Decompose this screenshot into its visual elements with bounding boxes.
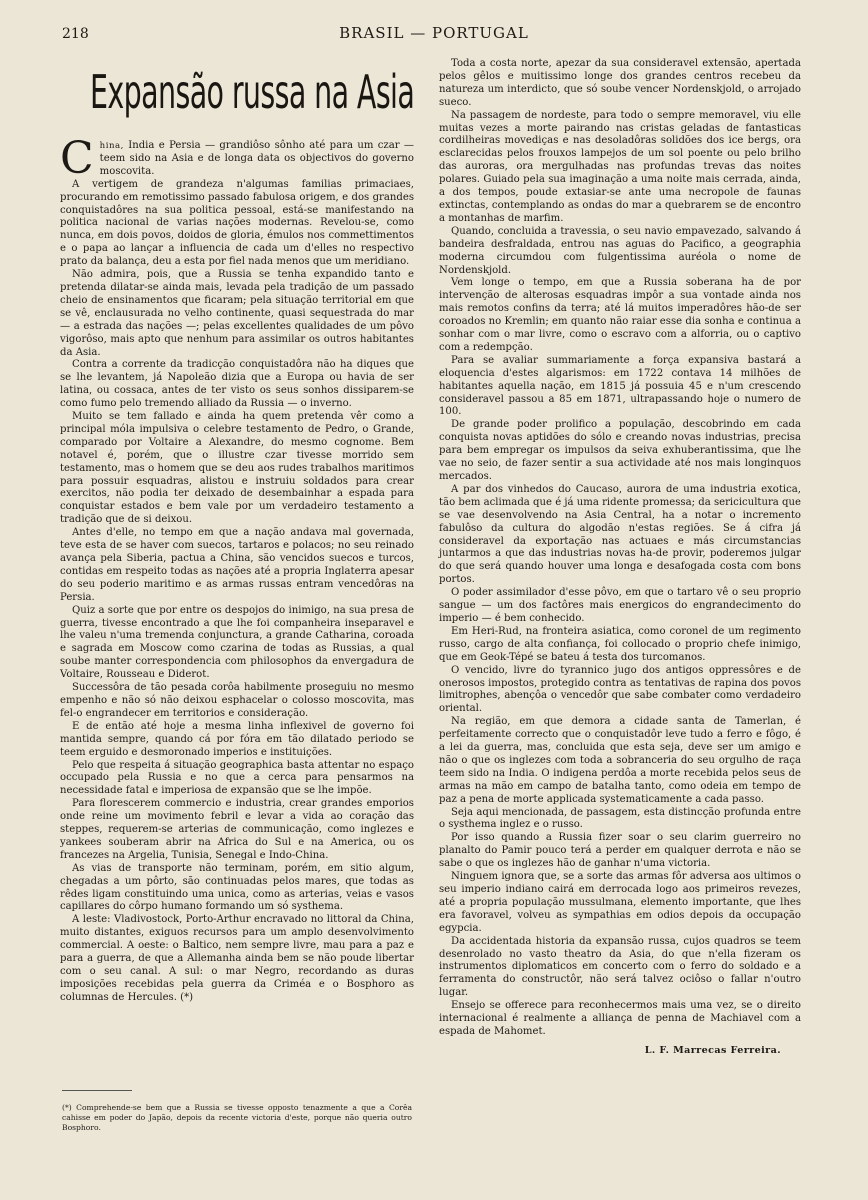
signature: L. F. Marrecas Ferreira. <box>644 1044 781 1056</box>
drop-cap: C <box>60 133 94 184</box>
paragraph: Quiz a sorte que por entre os despojos do inimigo, na sua presa de guerra, tivesse encontrado a que lhe foi companheira inseparavel e lhe valeu n'uma tremenda conjunctura, a grande Catharina, coroada e sagrada em Moscow como czarina de todas as Russias, a qual soube manter correspondencia com philosophos da envergadura de Voltaire, Rousseau e Diderot. <box>60 604 414 681</box>
lead-paragraph <box>60 133 414 184</box>
footnote: (*) Comprehende-se bem que a Russia se tivesse opposto tenazmente a que a Corêa cahisse em poder do Japão, depois da recente victoria d'este, porque não queria outro Bosphoro. <box>62 1103 412 1132</box>
paragraph: De grande poder prolifico a população, descobrindo em cada conquista novas aptidões do sólo e creando novas industrias, precisa para bem empregar os impulsos da seiva exhuberantissima, que lhe vae no seio, de fazer sentir a sua actividade até nos mais longinquos mercados. <box>439 419 801 482</box>
paragraph: Na região, em que demora a cidade santa de Tamerlan, é perfeitamente correcto que o conquistadôr leve tudo a ferro e fôgo, é a lei da guerra, mas, concluida que esta seja, deve ser um amigo e não o que os inglezes com toda a sobranceria do seu orgulho de raça teem sido na India. O indigena perdôa a morte recebida pelos seus de armas na mão em campo de batalha tanto, como odeia em tempo de paz a pena de morte applicada systematicamente a cada passo. <box>439 716 801 805</box>
right-column <box>439 58 801 1058</box>
paragraph: Ensejo se offerece para reconhecermos mais uma vez, se o direito internacional é realmente a alliança de penna de Machiavel com a espada de Mahomet. <box>439 1000 801 1037</box>
paragraph: Na passagem de nordeste, para todo o sempre memoravel, viu elle muitas vezes a morte pairando nas cristas geladas de fantasticas cordilheiras movediças e nas desoladôras solidões dos ice bergs, ora esclarecidas pelos frouxos lampejos de um sol poente ou pelo brilho das auroras, ora mergulhadas nas profundas trevas das noites polares. Guiado pela sua imaginação a uma noite mais cerrada, ainda, a dos tempos, poude extasiar-se ante uma necropole de faunas extinctas, contemplando as ondas do mar a quebrarem se de encontro a montanhas de marfim. <box>439 109 801 224</box>
paragraph: Toda a costa norte, apezar da sua consideravel extensão, apertada pelos gêlos e muitissimo longe dos grandes centros recebeu da natureza um interdicto, que só soube vencer Nordenskjold, o arrojado sueco. <box>439 58 801 108</box>
right-body <box>439 58 801 1039</box>
paragraph: Contra a corrente da tradicção conquistadôra não ha diques que se lhe levantem, já Napoleão dizia que a Europa ou havia de ser latina, ou cossaca, antes de ter visto os seus sonhos dissiparem-se como fumo pelo tremendo alliado da Russia — o inverno. <box>60 359 414 410</box>
paragraph: Vem longe o tempo, em que a Russia soberana ha de por intervenção de alterosas esquadras impôr a sua vontade ainda nos mais remotos confins da terra; até lá muitos imperadôres hão-de ser coroados no Kremlin; em quanto não raiar esse dia sonha e continua a sonhar com o mar livre, como o escravo com a alforria, ou o captivo com a redempção. <box>439 277 801 353</box>
paragraph: O vencido, livre do tyrannico jugo dos antigos oppressôres e de onerosos impostos, protegido contra as tentativas de rapina dos povos limitrophes, abençôa o vencedôr que sabe combater como verdadeiro oriental. <box>439 664 801 715</box>
article-title: Expansão russa na Asia <box>90 65 415 119</box>
paragraph: A par dos vinhedos do Caucaso, aurora de uma industria exotica, tão bem aclimada que é já uma ridente promessa; da sericicultura que se vae desenvolvendo na Asia Central, ha a notar o incremento fabulôso da cultura do algodão n'estas regiões. Se á cifra já consideravel da exportação nas actuaes e más circumstancias juntarmos a que das industrias novas ha-de provir, poderemos julgar do que será quando houver uma longa e desafogada costa com bons portos. <box>439 483 801 586</box>
paragraph: O poder assimilador d'esse pôvo, em que o tartaro vê o seu proprio sangue — um dos factôres mais energicos do engrandecimento do imperio — é bem conhecido. <box>439 587 801 624</box>
lead-smallcaps: hina, <box>99 141 124 151</box>
page-number: 218 <box>62 26 89 42</box>
paragraph: A leste: Vladivostock, Porto-Arthur encravado no littoral da China, muito distantes, exiguos recursos para um amplo desenvolvimento commercial. A oeste: o Baltico, nem sempre livre, mau para a paz e para a guerra, de que a Allemanha ainda bem se não poude libertar com o seu canal. A sul: o mar Negro, recordando as duras imposições recebidas pela guerra da Criméa e o Bosphoro as columnas de Hercules. (*) <box>60 914 414 1003</box>
left-column <box>60 133 414 1005</box>
paragraph: Seja aqui mencionada, de passagem, esta distincção profunda entre o systhema inglez e o russo. <box>439 806 801 831</box>
running-title: BRASIL — PORTUGAL <box>339 24 529 42</box>
paragraph: Muito se tem fallado e ainda ha quem pretenda vêr como a principal móla impulsiva o celebre testamento de Pedro, o Grande, comparado por Voltaire a Alexandre, do mesmo cognome. Bem notavel é, porém, que o illustre czar tivesse morrido sem testamento, mas o homem que se deu aos rudes trabalhos maritimos para possuir esquadras, alistou e instruiu soldados para crear exercitos, não podia ter deixado de desembainhar a espada para conquistar estados e bem vale por um verdadeiro testamento a tradição que de si deixou. <box>60 411 414 526</box>
paragraph: Para florescerem commercio e industria, crear grandes emporios onde reine um movimento febril e levar a vida ao coração das steppes, requerem-se arterias de communicação, como inglezes e yankees souberam abrir na Africa do Sul e na America, ou os francezes na Argelia, Tunisia, Senegal e Indo-China. <box>60 798 414 861</box>
footnote-rule <box>62 1090 132 1091</box>
paragraph: Da accidentada historia da expansão russa, cujos quadros se teem desenrolado no vasto theatro da Asia, do que n'ella fizeram os instrumentos diplomaticos em concerto com o ferro do soldado e a ferramenta do constructôr, não será talvez ociôso o fallar n'outro lugar. <box>439 935 801 999</box>
paragraph: Quando, concluida a travessia, o seu navio empavezado, salvando á bandeira desfraldada, entrou nas aguas do Pacifico, a geographia moderna circumdou com fulgentissima auréola o nome de Nordenskjold. <box>439 225 801 276</box>
paragraph: Para se avaliar summariamente a força expansiva bastará a eloquencia d'estes algarismos: em 1722 contava 14 milhões de habitantes aquella nação, em 1815 já possuia 45 e n'um crescendo consideravel passou a 85 em 1871, ultrapassando hoje o numero de 100. <box>439 354 801 418</box>
paragraph: A vertigem de grandeza n'algumas familias primaciaes, procurando em remotissimo passado fabulosa origem, e dos grandes conquistadôres na sua politica pessoal, está-se manifestando na politica nacional de varias nações modernas. Revelou-se, como nunca, em dois povos, doidos de gloria, émulos nos commettimentos e o papa ao lançar a influencia de cada um d'elles no respectivo prato da balança, deu a esta por fiel nada menos que um meridiano. <box>60 178 414 268</box>
paragraph: Não admira, pois, que a Russia se tenha expandido tanto e pretenda dilatar-se ainda mais, levada pela tradição de um passado cheio de ensinamentos que ficaram; pela situação territorial em que se vê, enclausurada no velho continente, quasi sequestrada do mar — a estrada das nações —; pelas excellentes qualidades de um pôvo vigorôso, mais apto que nenhum para assimilar os outros habitantes da Asia. <box>60 269 414 358</box>
paragraph: Antes d'elle, no tempo em que a nação andava mal governada, teve esta de se haver com suecos, tartaros e polacos; no seu reinado avança pela Siberia, pactua a China, são vencidos suecos e turcos, contidas em respeito todas as nações até a propria Inglaterra apesar do seu poderio maritimo e as armas russas entram vencedôras na Persia. <box>60 527 414 603</box>
paragraph: Successôra de tão pesada corôa habilmente proseguiu no mesmo empenho e não só não deixou esphacelar o colosso moscovita, mas fel-o engrandecer em territorios e consideração. <box>60 682 414 719</box>
lead-text: India e Persia — grandiôso sônho até para um czar — teem sido na Asia e de longa data os objectivos do governo moscovita. <box>99 140 414 177</box>
paragraph: E de então até hoje a mesma linha inflexivel de governo foi mantida sempre, quando cá por fóra em tão dilatado periodo se teem erguido e desmoronado imperios e instituições. <box>60 720 414 758</box>
paragraph: As vias de transporte não terminam, porém, em sitio algum, chegadas a um pôrto, são continuadas pelos mares, que todas as rêdes ligam constituindo uma unica, como as arterias, veias e vasos capillares do côrpo humano formando um só systhema. <box>60 862 414 913</box>
left-body <box>60 179 414 1005</box>
paragraph: Pelo que respeita á situação geographica basta attentar no espaço occupado pela Russia e no que a cerca para pensarmos na necessidade fatal e imperiosa de expansão que se lhe impõe. <box>60 759 414 797</box>
paragraph: Por isso quando a Russia fizer soar o seu clarim guerreiro no planalto do Pamir pouco terá a perder em qualquer derrota e não se sabe o que os inglezes hão de ganhar n'uma victoria. <box>439 832 801 870</box>
paragraph: Ninguem ignora que, se a sorte das armas fôr adversa aos ultimos o seu imperio indiano cairá em derrocada logo aos primeiros revezes, até a propria população mussulmana, elemento importante, que lhes era favoravel, volveu as sympathias em odios depois da occupação egypcia. <box>439 871 801 934</box>
paragraph: Em Heri-Rud, na fronteira asiatica, como coronel de um regimento russo, cargo de alta confiança, foi collocado o proprio chefe inimigo, que em Geok-Tépé se bateu á testa dos turcomanos. <box>439 625 801 663</box>
